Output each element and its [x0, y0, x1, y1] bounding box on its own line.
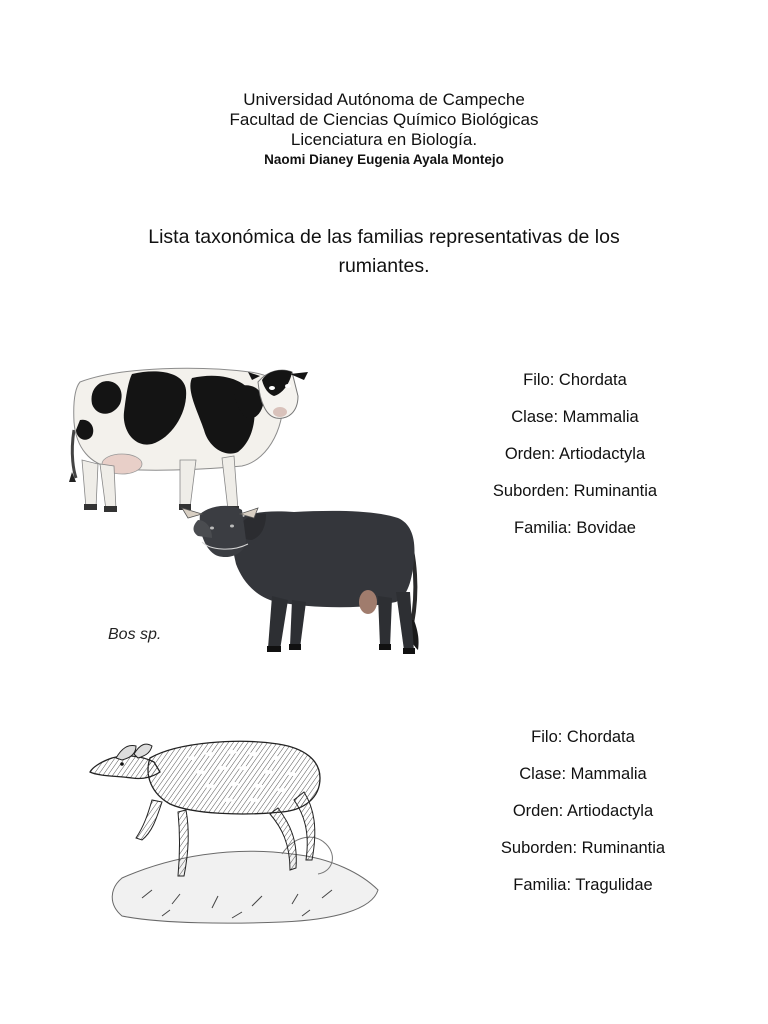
university-name: Universidad Autónoma de Campeche — [243, 90, 525, 109]
taxonomy-phylum: Filo: Chordata — [523, 371, 627, 389]
document-header — [0, 90, 768, 169]
taxonomy-family: Familia: Bovidae — [514, 519, 636, 537]
taxonomy-suborder: Suborden: Ruminantia — [500, 839, 666, 857]
author-name: Naomi Dianey Eugenia Ayala Montejo — [264, 152, 504, 167]
taxonomy-order: Orden: Artiodactyla — [504, 445, 646, 463]
ground-sketch — [112, 837, 378, 923]
taxonomy-list-bovidae — [470, 369, 680, 554]
taxonomy-order: Orden: Artiodactyla — [512, 802, 654, 820]
holstein-cow-image — [69, 368, 308, 512]
taxonomy-class: Clase: Mammalia — [519, 765, 647, 783]
taxonomy-class: Clase: Mammalia — [511, 408, 639, 426]
bos-cattle-illustration — [62, 360, 427, 665]
taxonomy-suborder: Suborden: Ruminantia — [492, 482, 658, 500]
degree-name: Licenciatura en Biología. — [290, 130, 478, 149]
taxonomy-family: Familia: Tragulidae — [513, 876, 653, 894]
dark-bull-image — [182, 506, 419, 654]
faculty-name: Facultad de Ciencias Químico Biológicas — [229, 110, 539, 129]
taxonomy-phylum: Filo: Chordata — [531, 728, 635, 746]
taxonomy-list-tragulidae — [478, 726, 688, 911]
document-title: Lista taxonómica de las familias representativas de los rumiantes. — [148, 226, 620, 277]
figure-caption-bos: Bos sp. — [108, 626, 162, 643]
chevrotain-illustration — [82, 728, 382, 928]
